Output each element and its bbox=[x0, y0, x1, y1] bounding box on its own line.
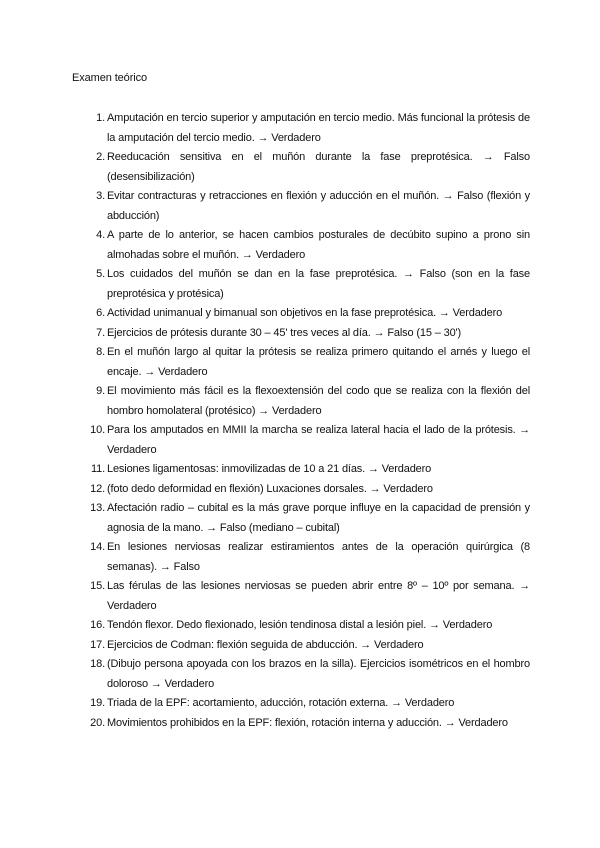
item-text: El movimiento más fácil es la flexoextensión del codo que se realiza con la flexión del hombro homolateral (protésico) → Verdadero bbox=[107, 385, 530, 417]
item-number: 20. bbox=[90, 716, 105, 729]
item-number: 17. bbox=[90, 638, 105, 651]
list-item bbox=[72, 109, 530, 148]
item-number: 10. bbox=[90, 424, 105, 436]
item-number: 4. bbox=[96, 229, 105, 241]
list-item bbox=[72, 480, 530, 500]
item-text: Las férulas de las lesiones nerviosas se pueden abrir entre 8º – 10º por semana. → Verdadero bbox=[107, 580, 530, 612]
item-text: (foto dedo deformidad en flexión) Luxaciones dorsales. → Verdadero bbox=[107, 482, 433, 495]
item-number: 5. bbox=[96, 268, 105, 280]
item-number: 6. bbox=[96, 307, 105, 319]
item-number: 9. bbox=[96, 385, 105, 397]
list-item bbox=[72, 577, 530, 616]
item-number: 7. bbox=[96, 326, 105, 339]
item-number: 12. bbox=[90, 482, 105, 495]
item-text: (Dibujo persona apoyada con los brazos en la silla). Ejercicios isométricos en el hombro doloroso → Verdadero bbox=[107, 658, 530, 690]
item-text: Ejercicios de prótesis durante 30 – 45' tres veces al día. → Falso (15 – 30') bbox=[107, 326, 462, 339]
item-text: Lesiones ligamentosas: inmovilizadas de 10 a 21 días. → Verdadero bbox=[107, 463, 432, 475]
list-item bbox=[72, 616, 530, 636]
item-text: Los cuidados del muñón se dan en la fase preprotésica. → Falso (son en la fase preprotésica y protésica) bbox=[107, 268, 530, 300]
list-item bbox=[72, 324, 530, 344]
item-number: 19. bbox=[90, 697, 105, 709]
list-item bbox=[72, 304, 530, 324]
item-text: Tendón flexor. Dedo flexionado, lesión tendinosa distal a lesión piel. → Verdadero bbox=[107, 619, 493, 631]
item-text: En lesiones nerviosas realizar estiramientos antes de la operación quirúrgica (8 semanas). → Falso bbox=[107, 541, 530, 573]
item-number: 13. bbox=[90, 502, 105, 514]
list-item bbox=[72, 499, 530, 538]
item-number: 1. bbox=[96, 112, 105, 124]
item-text: A parte de lo anterior, se hacen cambios posturales de decúbito supino a prono sin almohadas sobre el muñón. → Verdadero bbox=[107, 229, 530, 261]
page-title: Examen teórico bbox=[72, 72, 148, 84]
list-item bbox=[72, 226, 530, 265]
list-item bbox=[72, 694, 530, 714]
question-list bbox=[72, 109, 530, 733]
item-text: Evitar contracturas y retracciones en flexión y aducción en el muñón. → Falso (flexión y abducción) bbox=[107, 190, 530, 222]
item-text: En el muñón largo al quitar la prótesis se realiza primero quitando el arnés y luego el encaje. → Verdadero bbox=[107, 346, 530, 378]
item-text: Triada de la EPF: acortamiento, aducción, rotación externa. → Verdadero bbox=[107, 697, 455, 709]
item-text: Para los amputados en MMII la marcha se realiza lateral hacia el lado de la prótesis. → Verdadero bbox=[107, 424, 530, 456]
list-item bbox=[72, 343, 530, 382]
list-item bbox=[72, 265, 530, 304]
list-item bbox=[72, 538, 530, 577]
list-item bbox=[72, 460, 530, 480]
item-text: Actividad unimanual y bimanual son objetivos en la fase preprotésica. → Verdadero bbox=[107, 307, 503, 319]
item-number: 3. bbox=[96, 190, 105, 202]
item-number: 11. bbox=[90, 463, 105, 475]
item-text: Reeducación sensitiva en el muñón durante la fase preprotésica. → Falso (desensibilización) bbox=[107, 151, 530, 183]
item-text: Afectación radio – cubital es la más grave porque influye en la capacidad de prensión y agnosia de la mano. → Falso (mediano – cubital) bbox=[107, 502, 530, 534]
item-number: 2. bbox=[96, 151, 105, 163]
item-text: Ejercicios de Codman: flexión seguida de abducción. → Verdadero bbox=[107, 638, 424, 651]
list-item bbox=[72, 187, 530, 226]
list-item bbox=[72, 714, 530, 734]
item-number: 14. bbox=[90, 541, 105, 553]
list-item bbox=[72, 148, 530, 187]
item-number: 8. bbox=[96, 346, 105, 358]
item-text: Amputación en tercio superior y amputación en tercio medio. Más funcional la prótesis de la amputación del tercio medio. → Verdadero bbox=[107, 112, 530, 144]
list-item bbox=[72, 421, 530, 460]
list-item bbox=[72, 636, 530, 656]
item-number: 18. bbox=[90, 658, 105, 670]
item-number: 15. bbox=[90, 580, 105, 592]
item-text: Movimientos prohibidos en la EPF: flexión, rotación interna y aducción. → Verdadero bbox=[107, 716, 508, 729]
list-item bbox=[72, 655, 530, 694]
list-item bbox=[72, 382, 530, 421]
item-number: 16. bbox=[90, 619, 105, 631]
